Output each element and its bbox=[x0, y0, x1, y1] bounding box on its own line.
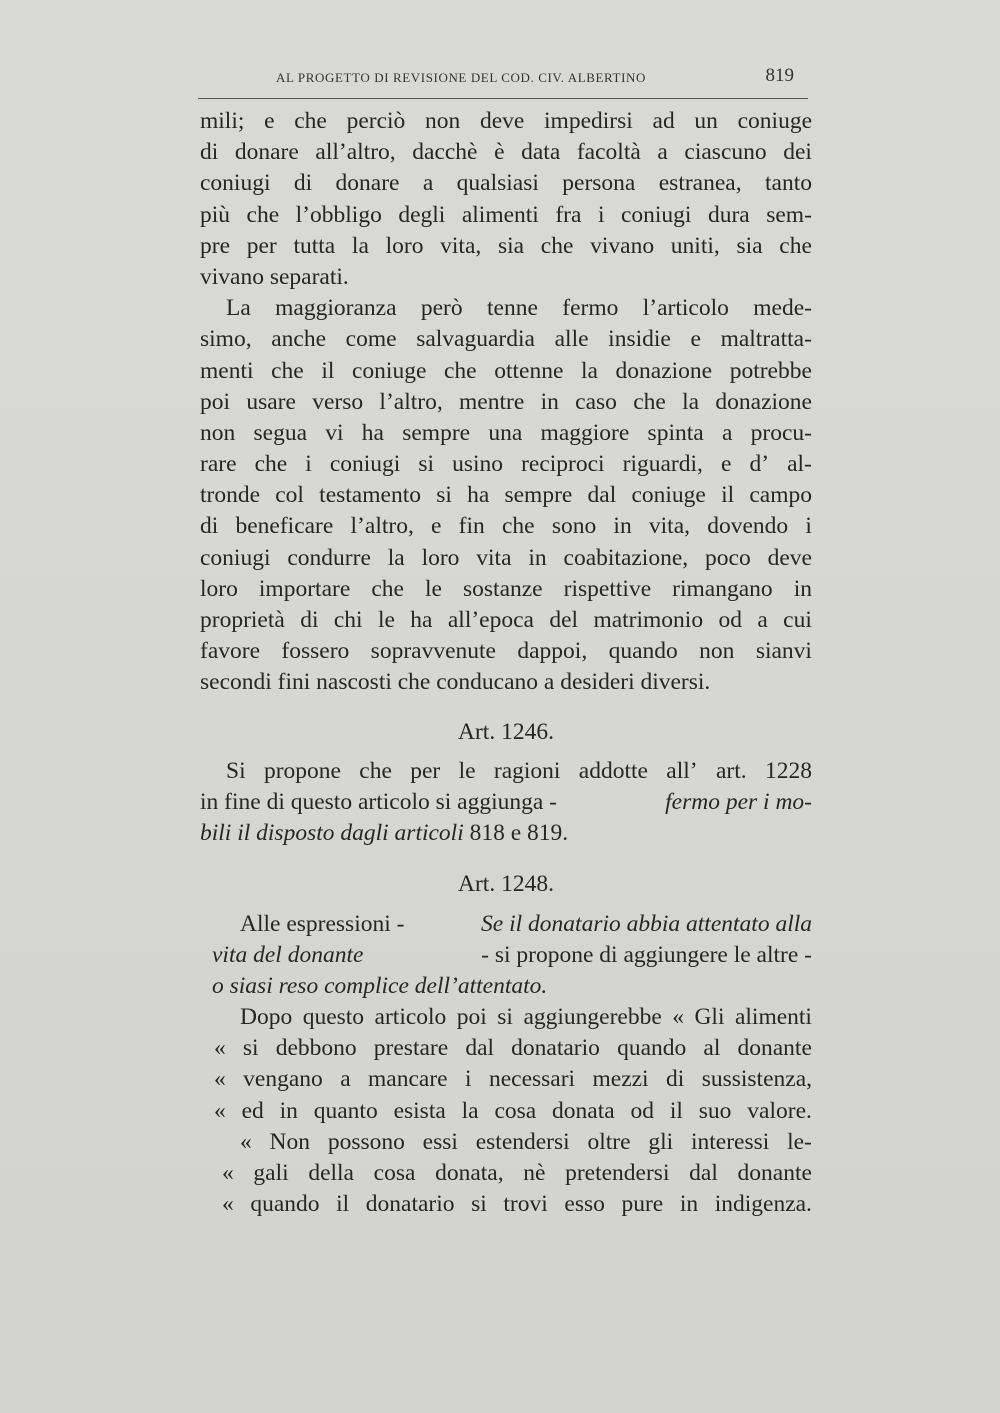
page-body bbox=[200, 106, 812, 1220]
text-line: simo, anche come salvaguardia alle insidie e maltratta- bbox=[200, 326, 812, 353]
text-line: secondi fini nascosti che conducano a desideri diversi. bbox=[200, 669, 711, 696]
text-line: coniugi di donare a qualsiasi persona estranea, tanto bbox=[200, 170, 812, 197]
article-heading-1246: Art. 1246. bbox=[458, 718, 554, 745]
italic-span: vita del donante bbox=[212, 941, 364, 968]
article-1248-text bbox=[200, 909, 812, 1221]
text-line: « Non possono essi estendersi oltre gli interessi le- bbox=[240, 1128, 812, 1155]
text-line: menti che il coniuge che ottenne la donazione potrebbe bbox=[200, 357, 812, 384]
text-line: mili; e che perciò non deve impedirsi ad un coniuge bbox=[200, 108, 812, 134]
article-heading-1248: Art. 1248. bbox=[458, 871, 554, 898]
paragraph-1 bbox=[200, 106, 812, 293]
italic-span: Se il donatario abbia attentato alla bbox=[481, 910, 812, 937]
text-span: Alle espressioni - bbox=[240, 910, 411, 937]
text-line: di beneficare l’altro, e fin che sono in vita, dovendo i bbox=[200, 513, 812, 540]
text-span: in fine di questo articolo si aggiunga - bbox=[200, 788, 563, 815]
text-line: « quando il donatario si trovi esso pure in indigenza. bbox=[222, 1191, 812, 1218]
text-line: più che l’obbligo degli alimenti fra i coniugi dura sem- bbox=[200, 201, 812, 228]
page-header bbox=[198, 64, 808, 99]
text-line: « vengano a mancare i necessari mezzi di sussistenza, bbox=[214, 1066, 812, 1093]
text-line bbox=[200, 971, 812, 1002]
text-line: rare che i coniugi si usino reciproci riguardi, e d’ al- bbox=[200, 451, 812, 478]
text-line: « gali della cosa donata, nè pretendersi dal donante bbox=[222, 1160, 812, 1186]
italic-span: bili il disposto dagli articoli bbox=[200, 820, 464, 847]
text-line bbox=[200, 940, 812, 971]
text-line: La maggioranza però tenne fermo l’articolo mede- bbox=[226, 295, 812, 322]
text-span: 818 e 819. bbox=[463, 820, 569, 847]
text-line bbox=[200, 787, 812, 818]
text-line bbox=[200, 909, 812, 940]
page-number: 819 bbox=[765, 65, 794, 86]
italic-span: o siasi reso complice dell’attentato. bbox=[212, 972, 548, 999]
text-line: « si debbono prestare dal donatario quando al donante bbox=[214, 1035, 812, 1062]
text-line: coniugi condurre la loro vita in coabitazione, poco deve bbox=[200, 544, 812, 571]
text-line: loro importare che le sostanze rispettive rimangano in bbox=[200, 575, 812, 602]
article-1246-text bbox=[200, 756, 812, 850]
italic-span: fermo per i mo- bbox=[665, 788, 812, 815]
text-line: « ed in quanto esista la cosa donata od il suo valore. bbox=[214, 1097, 812, 1124]
text-line: proprietà di chi le ha all’epoca del matrimonio od a cui bbox=[200, 607, 812, 633]
paragraph-2 bbox=[200, 293, 812, 698]
text-line: vivano separati. bbox=[200, 263, 349, 290]
text-line: non segua vi ha sempre una maggiore spinta a procu- bbox=[200, 419, 812, 446]
text-line: favore fossero sopravvenute dappoi, quando non sianvi bbox=[200, 638, 812, 665]
text-line: di donare all’altro, dacchè è data facoltà a ciascuno dei bbox=[200, 139, 812, 166]
text-line: poi usare verso l’altro, mentre in caso che la donazione bbox=[200, 388, 812, 415]
running-title: AL PROGETTO DI REVISIONE DEL COD. CIV. ALBERTINO bbox=[276, 70, 646, 85]
text-line: pre per tutta la loro vita, sia che vivano uniti, sia che bbox=[200, 232, 812, 259]
text-line: tronde col testamento si ha sempre dal coniuge il campo bbox=[200, 482, 812, 509]
text-line bbox=[200, 818, 812, 849]
text-line: Si propone che per le ragioni addotte all’ art. 1228 bbox=[226, 757, 812, 784]
text-line: Dopo questo articolo poi si aggiungerebbe « Gli alimenti bbox=[240, 1004, 812, 1031]
text-span: - si propone di aggiungere le altre - bbox=[475, 941, 812, 968]
